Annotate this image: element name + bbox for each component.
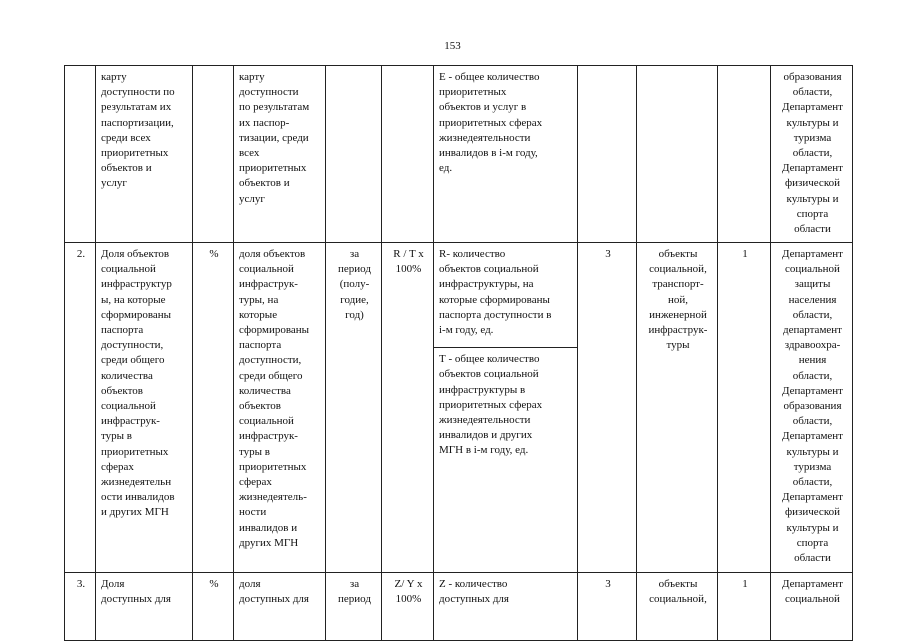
objects-cell: [637, 66, 718, 243]
definition-cell: карту доступности по результатам их паспор- тизации, среди всех приоритетных объектов и услуг: [234, 66, 326, 243]
objects-cell: объекты социальной,: [637, 573, 718, 641]
indicator-name-cell: Доля объектов социальной инфраструктур ы, на которые сформированы паспорта доступности, среди общего количества объектов социальной инфраструк- туры в приоритетных сферах жизнедеятельн ости инвалидов и других МГН: [96, 243, 193, 573]
method-cell: [578, 66, 637, 243]
table-row: [65, 243, 853, 573]
definition-cell: доля объектов социальной инфраструк- туры, на которые сформированы паспорта доступности, среди общего количества объектов социальной инфраструк- туры в приоритетных сферах жизнедеятель- ности инвалидов и других МГН: [234, 243, 326, 573]
indicators-table: [64, 65, 853, 641]
period-cell: [326, 66, 382, 243]
parameter-text: R- количество объектов социальной инфраструктуры, на которые сформированы паспорта доступности в i-м году, ед.: [439, 248, 552, 337]
unit-cell: %: [193, 573, 234, 641]
parameters-cell: [434, 573, 578, 641]
method-cell: 3: [578, 573, 637, 641]
source-cell: 1: [718, 573, 771, 641]
parameters-cell: [434, 243, 578, 573]
parameters-cell: [434, 66, 578, 243]
formula-cell: [382, 66, 434, 243]
unit-cell: %: [193, 243, 234, 573]
parameter-text: Е - общее количество приоритетных объектов и услуг в приоритетных сферах жизнедеятельности инвалидов в i-м году, ед.: [439, 71, 543, 175]
indicator-name-cell: карту доступности по результатам их паспортизации, среди всех приоритетных объектов и услуг: [96, 66, 193, 243]
period-cell: за период: [326, 573, 382, 641]
responsible-cell: Департамент социальной: [771, 573, 853, 641]
table-row: [65, 573, 853, 641]
row-number-cell: 2.: [65, 243, 96, 573]
parameter-text: Z - количество доступных для: [439, 578, 509, 606]
responsible-cell: Департамент социальной защиты населения области, департамент здравоохра- нения области, Департамент образования области, Департамент культуры и туризма области, Департамент физической культуры и спорта области: [771, 243, 853, 573]
definition-cell: доля доступных для: [234, 573, 326, 641]
responsible-cell: образования области, Департамент культуры и туризма области, Департамент физической культуры и спорта области: [771, 66, 853, 243]
parameter-text: Т - общее количество объектов социальной инфраструктуры в приоритетных сферах жизнедеятельности инвалидов и других МГН в i-м году, ед.: [434, 347, 577, 458]
formula-cell: R / T x 100%: [382, 243, 434, 573]
indicator-name-cell: Доля доступных для: [96, 573, 193, 641]
objects-cell: объекты социальной, транспорт- ной, инженерной инфраструк- туры: [637, 243, 718, 573]
page-number: 153: [444, 40, 461, 52]
table-row: [65, 66, 853, 243]
method-cell: 3: [578, 243, 637, 573]
formula-cell: Z/ Y x 100%: [382, 573, 434, 641]
unit-cell: [193, 66, 234, 243]
row-number-cell: [65, 66, 96, 243]
row-number-cell: 3.: [65, 573, 96, 641]
period-cell: за период (полу- годие, год): [326, 243, 382, 573]
source-cell: 1: [718, 243, 771, 573]
source-cell: [718, 66, 771, 243]
